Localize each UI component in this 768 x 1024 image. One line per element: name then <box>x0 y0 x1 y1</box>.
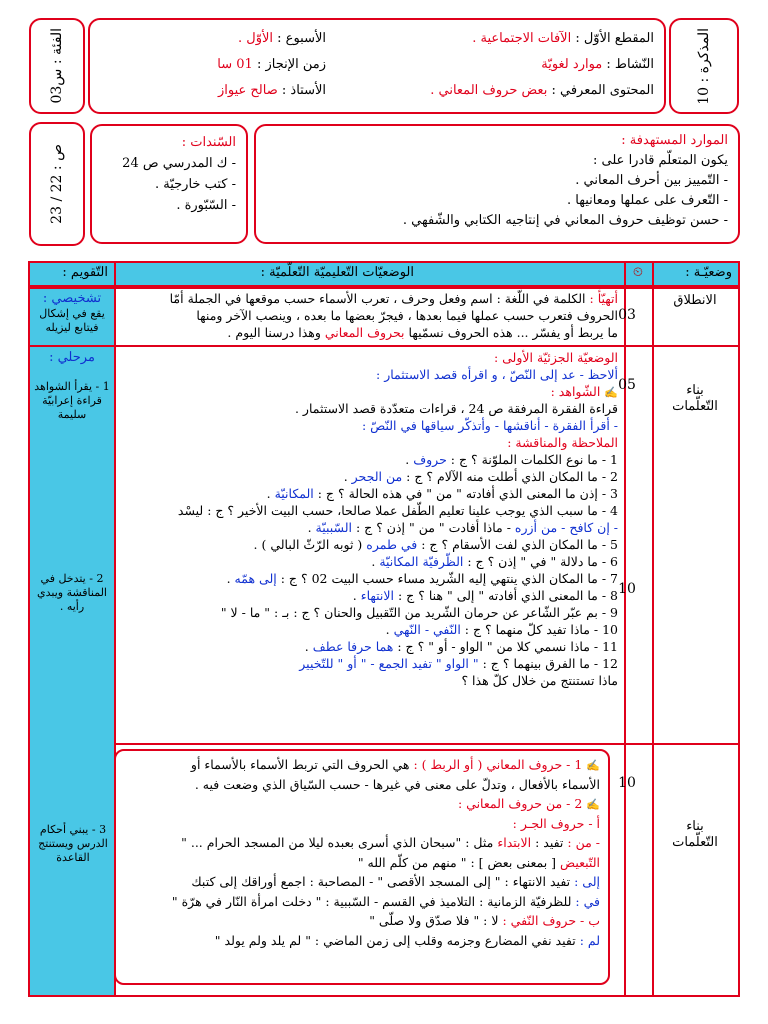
content-label: المحتوى المعرفي : <box>551 83 654 98</box>
answer-4: السّببيّة <box>315 520 352 535</box>
start-line-3b: وهذا درسنا اليوم . <box>227 325 321 340</box>
rule-tabid-text: [ بمعنى بعض ] : " منهم من كلّم الله " <box>357 854 557 870</box>
pen-icon-3: ✍ <box>586 798 600 811</box>
content-value: بعض حروف المعاني . <box>430 83 548 98</box>
header-evaluation <box>30 263 114 287</box>
rule-min-ibtida: الابتداء <box>497 835 532 850</box>
resources-line-1: يكون المتعلّم قادرا على : <box>593 153 728 168</box>
rule-tabid-label: التّبعيض <box>560 854 600 870</box>
question-11: 11 - ماذا نسمي كلا من " الواو - أو " ؟ ج : <box>397 639 618 654</box>
rule-text <box>118 755 600 950</box>
clock-icon: ⏲ <box>632 265 644 280</box>
build-phase-2: بناء التّعلّمات <box>672 819 718 850</box>
week-label: الأسبوع : <box>277 31 326 46</box>
start-phase: الانطلاق <box>673 293 717 308</box>
header-situation-text: وضعيّـة : <box>685 265 732 280</box>
build-eval-title: مرحلي : <box>49 350 95 365</box>
lesson-table <box>28 261 740 997</box>
build-2-eval: 3 - يبني أحكام الدرس ويستنتج القاعدة <box>38 823 108 864</box>
rule-box <box>114 749 610 985</box>
class-box <box>29 18 85 114</box>
question-8: 8 - ما المعنى الذي أفادته " إلى " هنا ؟ ج : <box>397 588 618 603</box>
resources-box <box>254 124 740 244</box>
rule-2-text: الأسماء بالأفعال ، وتدلّ على معنى في غيرها - حسب السّياق الذي وضعت فيه . <box>194 776 600 792</box>
activity-label: النّشاط : <box>606 57 654 72</box>
rule-1-title: 1 - حروف المعاني ( أو الربط ) : <box>413 757 583 772</box>
col-divider-2 <box>624 263 626 995</box>
page-box <box>29 122 85 246</box>
resources-line-3: - التّعرف على عملها ومعانيها . <box>567 193 728 208</box>
unit-line <box>472 28 654 49</box>
duration-value: 01 سا <box>217 57 253 72</box>
question-4-quote: - إن كافح - من أزره <box>514 520 618 535</box>
resources-line-4: - حسن توظيف حروف المعاني في إنتاجيه الكتابي والشّفهي . <box>402 213 728 228</box>
rule-lam-label: لم : <box>579 932 600 948</box>
rule-4-title: أ - حروف الجـر : <box>512 815 600 831</box>
header-info-box <box>88 18 666 114</box>
row-divider-2 <box>30 345 738 347</box>
question-4b: - ماذا أفادت " من " إذن ؟ ج : <box>355 520 511 535</box>
question-4: 4 - ما سبب الذي يوجب علينا تعليم الطّفل عملا صالحا، حسب البيت الأخير ؟ ج : ليسْد <box>177 503 618 518</box>
build-1-eval <box>32 349 112 614</box>
supports-line-1: - ك المدرسي ص 24 <box>122 156 236 171</box>
start-eval-text: يقع في إشكال فيتابع ليزيله <box>39 307 105 334</box>
question-9: 9 - بم عبّر الشّاعر عن حرمان الشّريد من التّقبيل والحنان ؟ ج : بـ : " ما - لا " <box>220 605 618 620</box>
partial-situation-title: الوضعيّة الجزئيّة الأولى : <box>493 350 618 365</box>
header-clock <box>624 263 652 287</box>
start-line-3-red: بحروف المعاني <box>324 325 405 340</box>
answer-10: النّفي - النّهي <box>393 622 461 637</box>
question-5b: ( ثوبه الرّثّ البالي ) . <box>253 537 363 552</box>
start-time: 03 <box>618 307 636 323</box>
rule-lam-text: تفيد نفي المضارع وجزمه وقلب إلى زمن الماضي : " لم يلد ولم يولد " <box>214 932 576 948</box>
rule-ila-text: تفيد الانتهاء : " إلى المسجد الأقصى " - المصاحبة : اجمع أوراقك إلى كتبك <box>191 874 571 889</box>
rule-nafy-text: لا : " فلا صدّق ولا صلّى " <box>369 913 499 928</box>
rule-1-text: هي الحروف التي تربط الأسماء بالأسماء أو <box>190 757 410 772</box>
rule-min-tufid: تفيد : <box>535 835 564 850</box>
question-1: 1 - ما نوع الكلمات الملوّنة ؟ ج : <box>450 452 618 467</box>
start-text <box>113 290 618 341</box>
rule-min-example: مثل : "سبحان الذي أسرى بعبده ليلا من المسجد الحرام ... " <box>181 835 494 850</box>
col-divider-3 <box>652 263 654 995</box>
answer-5: في طمره <box>366 537 418 552</box>
build-time-b: 10 <box>618 581 636 597</box>
header-activities <box>112 263 624 287</box>
week-value: الأوّل . <box>238 31 274 46</box>
supports-line-3: - السّبّورة . <box>176 198 236 213</box>
duration-line <box>217 54 326 75</box>
build-phase-1: بناء التّعلّمات <box>672 383 718 414</box>
witness-label: الشّواهد : <box>550 384 601 399</box>
supports-title: السّندات : <box>181 135 236 150</box>
answer-7: إلى همّه <box>234 571 277 586</box>
question-6: 6 - ما دلالة " في " إذن ؟ ج : <box>467 554 618 569</box>
answer-1: حروف <box>413 452 447 467</box>
question-7: 7 - ما المكان الذي ينتهي إليه الشّريد مساء حسب البيت 02 ؟ ج : <box>280 571 618 586</box>
build-time-2: 10 <box>618 775 636 791</box>
build-time-a: 05 <box>618 377 636 393</box>
question-10: 10 - ماذا تفيد كلّ منهما ؟ ج : <box>464 622 618 637</box>
header-evaluation-text: التّقويم : <box>62 265 108 280</box>
rule-3-title: 2 - من حروف المعاني : <box>457 796 583 811</box>
rule-fi-text: للظرفيّة الزمانية : التلاميذ في القسم - السّببية : " دخلت امرأة النّار في هرّة " <box>171 893 572 909</box>
start-eval-title: تشخيصي : <box>42 291 102 306</box>
week-line <box>238 28 326 49</box>
rule-nafy-title: ب - حروف النّفي : <box>502 913 600 928</box>
start-line-3a: ما يربط أو يفسّر ... هذه الحروف نسمّيها <box>408 325 618 340</box>
supports-line-2: - كتب خارجيّة . <box>154 177 236 192</box>
teacher-label: الأستاذ : <box>281 83 326 98</box>
memo-box <box>669 18 739 114</box>
question-5: 5 - ما المكان الذي لفت الأسقام ؟ ج : <box>421 537 618 552</box>
content-line <box>430 80 654 101</box>
start-prepare-label: أتهيّأ : <box>589 291 618 306</box>
teacher-value: صالح عيواز <box>217 83 278 98</box>
answer-6: الظّرفيّة المكانيّة <box>379 554 464 569</box>
discussion-title: الملاحظة والمناقشة : <box>507 435 618 450</box>
row-divider-1 <box>30 287 738 289</box>
instruction-2: - أقرأ الفقرة - أناقشها - وأتذكّر سياقها في النّصّ : <box>361 418 618 433</box>
rule-ila-label: إلى : <box>574 874 600 889</box>
page-label: ص : 22 / 23 <box>49 144 65 224</box>
duration-label: زمن الإنجاز : <box>256 57 326 72</box>
pen-icon: ✍ <box>604 386 618 399</box>
unit-label: المقطع الأوّل : <box>575 31 654 46</box>
teacher-line <box>218 80 326 101</box>
header-situation <box>652 263 738 287</box>
activity-value: موارد لغويّة <box>541 57 603 72</box>
question-3: 3 - إذن ما المعنى الذي أفادته " من " في هذه الحالة ؟ ج : <box>317 486 618 501</box>
unit-value: الآفات الاجتماعية . <box>472 31 572 46</box>
answer-8: الانتهاء <box>360 588 394 603</box>
build-1-text: الوضعيّة الجزئيّة الأولى : ألاحظ - عد إلى النّصّ ، و اقرأه قصد الاستثمار : ✍ الشّواهد : قراءة الفقرة المرفقة ص 24 ، قراءات متعدّدة قصد الاستثمار . - أقرأ الفقرة - أناقشها - وأتذكّر سياقها في النّصّ : الملاحظة والمناقشة : 1 - ما نوع الكلمات الملوّنة ؟ ج : حروف . 2 - ما المكان الذي أطلت منه الآلام ؟ ج : من الجحر . 3 - إذن ما المعنى الذي أفادته " من " في هذه الحالة ؟ ج : المكانيّة . 4 - ما سبب الذي يوجب علينا تعليم الطّفل عملا صالحا، حسب البيت الأخير ؟ ج : ليسْد - إن كافح - من أزره - ماذا أفادت " من " إذن ؟ ج : السّببيّة . 5 - ما المكان الذي لفت الأسقام ؟ ج : في طمره ( ثوبه الرّثّ البالي ) . 6 - ما دلالة " في " إذن ؟ ج : الظّرفيّة المكانيّة . 7 - ما المكان الذي ينتهي إليه الشّريد مساء حسب البيت 02 ؟ ج : إلى همّه . 8 - ما المعنى الذي أفادته " إلى " هنا ؟ ج : الانتهاء . 9 - بم عبّر الشّاعر عن حرمان الشّريد من التّقبيل والحنان ؟ ج : بـ : " ما - لا " 10 - ماذا تفيد كلّ منهما ؟ ج : النّفي - النّهي . 11 - ماذا نسمي كلا من " الواو - أو " ؟ ج : هما حرفا عطف . 12 - ما الفرق بينهما ؟ ج : " الواو " تفيد الجمع - " أو " للتّخيير ماذا تستنتج من خلال كلّ هذا ؟ <box>113 349 618 689</box>
question-12: 12 - ما الفرق بينهما ؟ ج : <box>482 656 618 671</box>
build-eval-1: 1 - يقرأ الشواهد قراءة إعرابيّة سليمة <box>34 380 110 421</box>
answer-12: " الواو " تفيد الجمع - " أو " للتّخيير <box>299 656 479 671</box>
answer-2: من الجحر <box>351 469 403 484</box>
answer-3: المكانيّة <box>274 486 314 501</box>
rule-min-label: - من : <box>567 835 600 850</box>
class-label: الفئة : س03 <box>49 28 65 104</box>
resources-line-2: - التّمييز بين أحرف المعاني . <box>575 173 728 188</box>
supports-box <box>90 124 248 244</box>
start-line-2: الحروف فتعرب حسب عملها فيما بعدها ، فيجرّ بعضها ما بعده ، وينصب الآخر ومنها <box>196 308 618 323</box>
activity-line <box>541 54 654 75</box>
question-13: ماذا تستنتج من خلال كلّ هذا ؟ <box>461 673 618 688</box>
start-line-1: الكلمة في اللّغة : اسم وفعل وحرف ، تعرب الأسماء حسب موقعها في الجملة أمّا <box>169 291 586 306</box>
instruction-1: ألاحظ - عد إلى النّصّ ، و اقرأه قصد الاستثمار : <box>376 367 618 382</box>
rule-fi-label: في : <box>575 893 600 909</box>
answer-11: هما حرفا عطف <box>312 639 394 654</box>
read-line: قراءة الفقرة المرفقة ص 24 ، قراءات متعدّدة قصد الاستثمار . <box>294 401 618 416</box>
start-eval <box>32 290 112 335</box>
build-eval-2: 2 - يتدخل في المناقشة ويبدي رأيه . <box>37 572 107 613</box>
resources-title: الموارد المستهدفة : <box>621 133 728 148</box>
header-activities-text: الوضعيّات التّعليميّة التّعلّميّة : <box>260 265 414 280</box>
memo-label: المذكرة : 10 <box>696 27 712 105</box>
row-divider-3 <box>116 743 738 745</box>
question-2: 2 - ما المكان الذي أطلت منه الآلام ؟ ج : <box>406 469 618 484</box>
pen-icon-2: ✍ <box>586 759 600 772</box>
